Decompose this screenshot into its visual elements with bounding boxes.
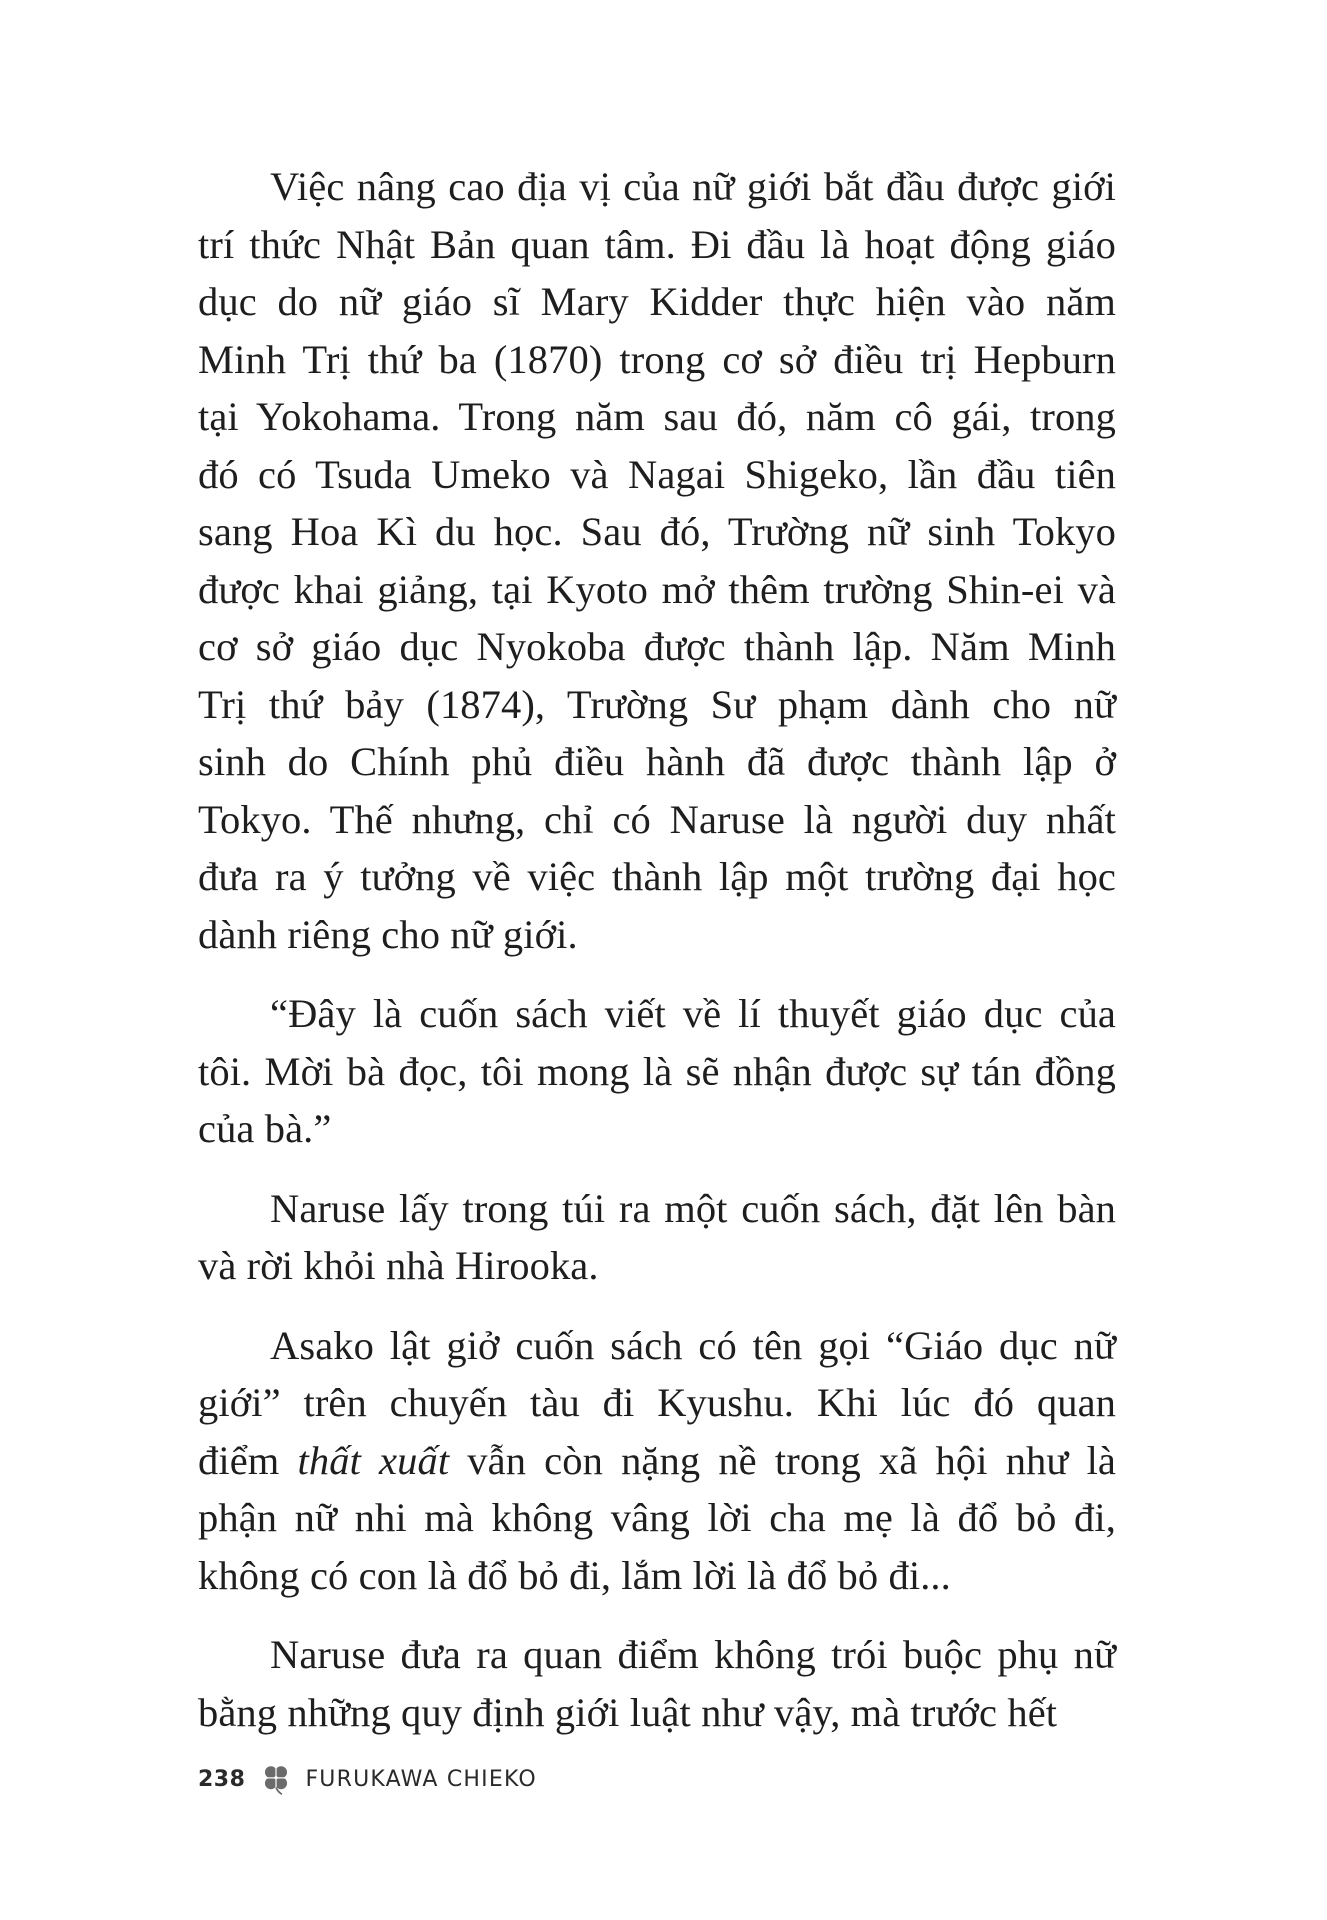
text-line: không có con là đổ bỏ đi, lắm lời là đổ bỏ đi...: [198, 1552, 951, 1598]
text-line: tôi. Mời bà đọc, tôi mong là sẽ nhận được sự tán đồng: [198, 1048, 1116, 1094]
text-line: Việc nâng cao địa vị của nữ giới bắt đầu được giới: [270, 164, 1116, 209]
text-line: được khai giảng, tại Kyoto mở thêm trường Shin-ei và: [198, 566, 1116, 612]
text-line: của bà.”: [198, 1106, 332, 1151]
clover-icon: [259, 1762, 293, 1796]
italic-term: thất xuất: [297, 1437, 450, 1483]
text-line: Trị thứ bảy (1874), Trường Sư phạm dành cho nữ: [198, 681, 1116, 727]
text-line: đó có Tsuda Umeko và Nagai Shigeko, lần đầu tiên: [198, 451, 1116, 497]
text-line: dành riêng cho nữ giới.: [198, 911, 578, 957]
text-line: điểm thất xuất vẫn còn nặng nề trong xã hội như là: [198, 1437, 1116, 1483]
text-line: Asako lật giở cuốn sách có tên gọi “Giáo dục nữ: [270, 1322, 1116, 1368]
paragraph: [198, 1317, 1116, 1605]
page-body: [198, 158, 1116, 1763]
text-line: Naruse đưa ra quan điểm không trói buộc phụ nữ: [270, 1632, 1116, 1677]
text-line: sang Hoa Kì du học. Sau đó, Trường nữ sinh Tokyo: [198, 509, 1116, 554]
running-footer-author: FURUKAWA CHIEKO: [305, 1766, 537, 1792]
paragraph: [198, 158, 1116, 963]
text-line: cơ sở giáo dục Nyokoba được thành lập. Năm Minh: [198, 624, 1116, 669]
text-line: tại Yokohama. Trong năm sau đó, năm cô gái, trong: [198, 394, 1116, 439]
text-line: đưa ra ý tưởng về việc thành lập một trường đại học: [198, 854, 1116, 899]
text-line: Minh Trị thứ ba (1870) trong cơ sở điều trị Hepburn: [198, 336, 1116, 382]
text-line: Naruse lấy trong túi ra một cuốn sách, đặt lên bàn: [270, 1185, 1116, 1231]
text-line: Tokyo. Thế nhưng, chỉ có Naruse là người duy nhất: [198, 796, 1116, 842]
text-line: trí thức Nhật Bản quan tâm. Đi đầu là hoạt động giáo: [198, 221, 1116, 267]
page-footer: [198, 1762, 537, 1796]
page-number: 238: [198, 1766, 246, 1792]
paragraph: [198, 1626, 1116, 1741]
text-line: giới” trên chuyến tàu đi Kyushu. Khi lúc đó quan: [198, 1380, 1116, 1425]
paragraph: [198, 1180, 1116, 1295]
text-line: bằng những quy định giới luật như vậy, mà trước hết: [198, 1689, 1058, 1735]
text-line: và rời khỏi nhà Hirooka.: [198, 1243, 599, 1288]
text-line: phận nữ nhi mà không vâng lời cha mẹ là đổ bỏ đi,: [198, 1495, 1116, 1540]
text-line: “Đây là cuốn sách viết về lí thuyết giáo dục của: [270, 991, 1116, 1036]
text-line: dục do nữ giáo sĩ Mary Kidder thực hiện vào năm: [198, 279, 1116, 324]
text-line: sinh do Chính phủ điều hành đã được thành lập ở: [198, 739, 1116, 784]
paragraph: [198, 985, 1116, 1158]
